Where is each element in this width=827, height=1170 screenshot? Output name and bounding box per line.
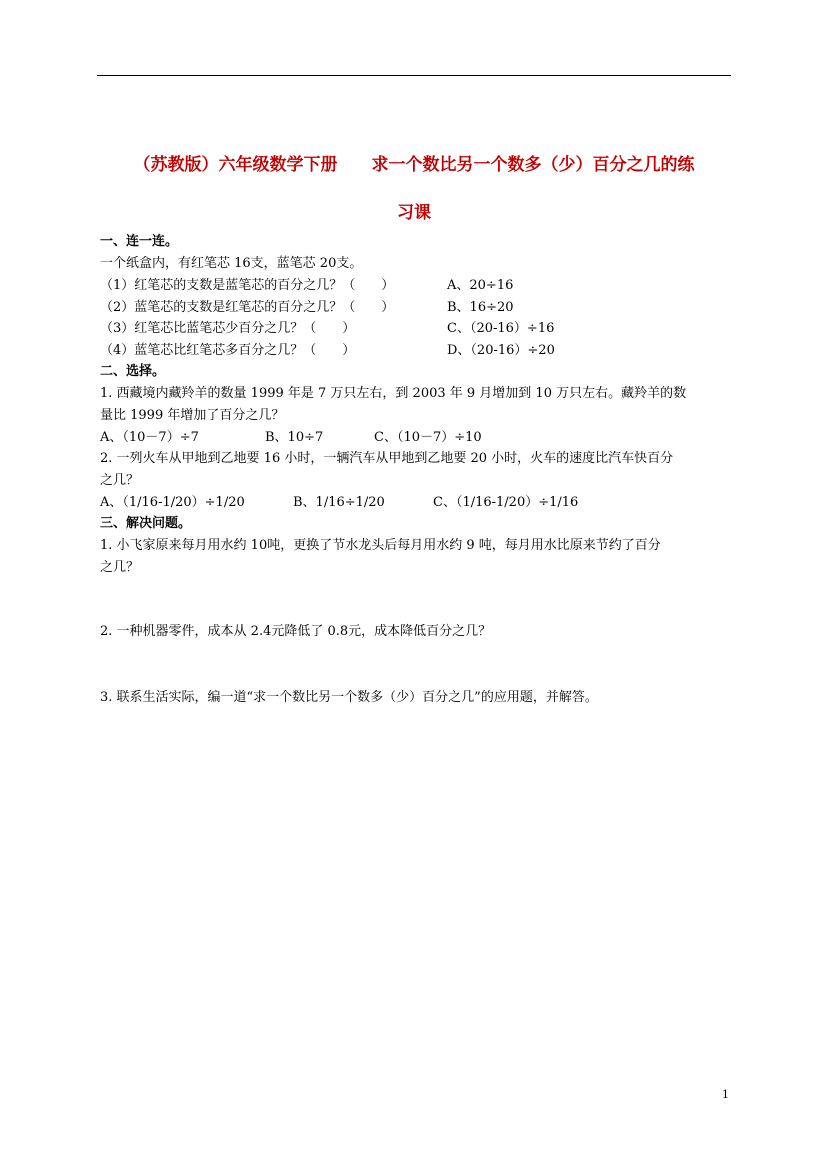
choice-question-2-line-2: 之几？	[100, 473, 140, 488]
header-rule	[97, 75, 731, 76]
problem-1-line-1: 1. 小飞家原来每月用水约 10吨，更换了节水龙头后每月用水约 9 吨，每月用水比原来节约了百分	[100, 538, 661, 553]
page-title-line-2: 习课	[397, 203, 431, 223]
choice-1-option-a: A、（10－7）÷7	[100, 430, 199, 445]
match-option-a: A、20÷16	[447, 278, 514, 293]
match-option-c: C、（20-16）÷16	[447, 321, 555, 336]
section-3-heading: 三、解决问题。	[100, 516, 192, 531]
problem-1-line-2: 之几？	[100, 560, 140, 575]
section-1-heading: 一、连一连。	[100, 234, 179, 249]
problem-3: 3. 联系生活实际，编一道“求一个数比另一个数多（少）百分之几”的应用题，并解答。	[100, 690, 598, 705]
section-2-heading: 二、选择。	[100, 364, 166, 379]
match-question-3: （3）红笔芯比蓝笔芯少百分之几？（ ）	[100, 321, 356, 336]
choice-2-option-b: B、1/16÷1/20	[293, 495, 385, 510]
page-number: 1	[722, 1088, 729, 1101]
choice-1-option-c: C、（10－7）÷10	[374, 430, 482, 445]
choice-2-option-a: A、（1/16-1/20）÷1/20	[100, 495, 245, 510]
choice-2-option-c: C、（1/16-1/20）÷1/16	[433, 495, 579, 510]
match-option-d: D、（20-16）÷20	[447, 343, 555, 358]
page-title-line-1: （苏教版）六年级数学下册 求一个数比另一个数多（少）百分之几的练	[133, 155, 695, 175]
match-question-4: （4）蓝笔芯比红笔芯多百分之几？（ ）	[100, 343, 356, 358]
section-1-intro: 一个纸盒内，有红笔芯 16支，蓝笔芯 20支。	[100, 256, 363, 271]
match-option-b: B、16÷20	[447, 300, 514, 315]
choice-question-1-line-2: 量比 1999 年增加了百分之几？	[100, 408, 285, 423]
match-question-2: （2）蓝笔芯的支数是红笔芯的百分之几？（ ）	[100, 300, 395, 315]
choice-1-option-b: B、10÷7	[265, 430, 324, 445]
problem-2: 2. 一种机器零件，成本从 2.4元降低了 0.8元，成本降低百分之几？	[100, 624, 492, 639]
choice-question-1-line-1: 1. 西藏境内藏羚羊的数量 1999 年是 7 万只左右，到 2003 年 9 月增加到 10 万只左右。藏羚羊的数	[100, 386, 687, 401]
choice-question-2-line-1: 2. 一列火车从甲地到乙地要 16 小时，一辆汽车从甲地到乙地要 20 小时，火车的速度比汽车快百分	[100, 451, 674, 466]
match-question-1: （1）红笔芯的支数是蓝笔芯的百分之几？（ ）	[100, 278, 395, 293]
